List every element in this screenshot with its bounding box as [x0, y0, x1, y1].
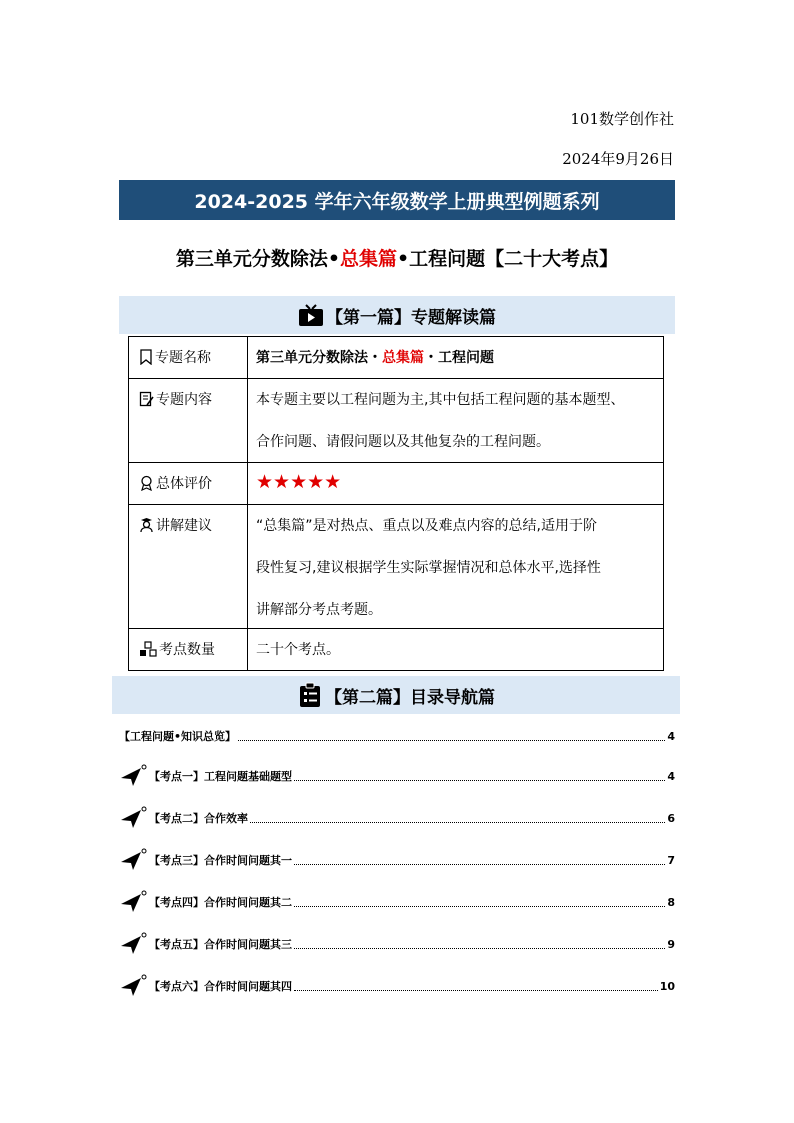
info-row-count	[129, 629, 664, 671]
toc-page: 7	[667, 853, 675, 867]
info-row-advice	[129, 505, 664, 629]
info-key: 考点数量	[159, 642, 215, 658]
document-date: 2024年9月26日	[562, 150, 674, 168]
table-of-contents	[119, 728, 675, 1008]
edit-document-icon	[139, 391, 154, 407]
toc-label: 【考点二】合作效率	[149, 812, 248, 825]
toc-page: 6	[667, 811, 675, 825]
toc-entry[interactable]	[119, 932, 675, 956]
award-icon	[139, 475, 154, 491]
info-row-rating	[129, 463, 664, 505]
section2-title: 【第二篇】目录导航篇	[325, 687, 495, 708]
toc-dots	[294, 940, 665, 949]
toc-entry[interactable]	[119, 764, 675, 788]
blocks-icon	[139, 641, 157, 657]
info-advice-line: “总集篇”是对热点、重点以及难点内容的总结,适用于阶	[256, 518, 597, 534]
toc-entry[interactable]	[119, 848, 675, 872]
toc-page: 9	[667, 937, 675, 951]
pointer-arrow-icon	[119, 806, 147, 830]
info-row-content	[129, 379, 664, 463]
toc-dots	[250, 814, 665, 823]
toc-dots	[294, 898, 665, 907]
info-value-prefix: 第三单元分数除法・	[256, 350, 382, 366]
toc-page: 8	[667, 895, 675, 909]
info-key: 总体评价	[156, 476, 212, 492]
info-row-name	[129, 337, 664, 379]
toc-dots	[294, 982, 658, 991]
toc-label: 【考点六】合作时间问题其四	[149, 980, 292, 993]
toc-entry[interactable]	[119, 728, 675, 744]
title-banner	[119, 180, 675, 220]
info-key: 讲解建议	[156, 518, 212, 534]
pointer-arrow-icon	[119, 932, 147, 956]
pointer-arrow-icon	[119, 764, 147, 788]
info-count-value: 二十个考点。	[256, 642, 340, 658]
section-header-interpretation	[119, 296, 675, 334]
pointer-arrow-icon	[119, 890, 147, 914]
info-key: 专题内容	[156, 392, 212, 408]
rating-stars: ★★★★★	[256, 471, 342, 493]
toc-page: 4	[667, 729, 675, 743]
info-advice-line: 段性复习,建议根据学生实际掌握情况和总体水平,选择性	[256, 560, 601, 576]
toc-dots	[294, 772, 665, 781]
toc-entry[interactable]	[119, 806, 675, 830]
toc-label: 【考点一】工程问题基础题型	[149, 770, 292, 783]
toc-page: 10	[659, 979, 675, 993]
clipboard-list-icon	[297, 682, 323, 708]
page-subtitle	[119, 244, 675, 271]
toc-label: 【考点三】合作时间问题其一	[149, 854, 292, 867]
info-content-line: 本专题主要以工程问题为主,其中包括工程问题的基本题型、	[256, 392, 625, 408]
info-key: 专题名称	[155, 350, 211, 366]
info-value-suffix: ・工程问题	[424, 350, 494, 366]
subtitle-highlight: 总集篇	[339, 248, 397, 270]
toc-page: 4	[667, 769, 675, 783]
org-name: 101数学创作社	[570, 110, 674, 128]
teacher-icon	[139, 517, 154, 533]
toc-entry[interactable]	[119, 974, 675, 998]
tv-icon	[298, 303, 324, 327]
toc-label: 【考点四】合作时间问题其二	[149, 896, 292, 909]
subtitle-suffix: •工程问题【二十大考点】	[397, 248, 619, 270]
pointer-arrow-icon	[119, 848, 147, 872]
toc-dots	[294, 856, 665, 865]
toc-label: 【工程问题•知识总览】	[119, 730, 237, 743]
subtitle-prefix: 第三单元分数除法•	[175, 248, 340, 270]
info-value-highlight: 总集篇	[382, 350, 424, 366]
toc-entry[interactable]	[119, 890, 675, 914]
toc-label: 【考点五】合作时间问题其三	[149, 938, 292, 951]
info-advice-line: 讲解部分考点考题。	[256, 602, 382, 618]
section1-title: 【第一篇】专题解读篇	[326, 307, 496, 328]
pointer-arrow-icon	[119, 974, 147, 998]
info-content-line: 合作问题、请假问题以及其他复杂的工程问题。	[256, 434, 550, 450]
topic-info-table	[128, 336, 664, 671]
toc-dots	[238, 732, 665, 741]
bookmark-icon	[139, 349, 153, 365]
banner-title: 2024-2025 学年六年级数学上册典型例题系列	[194, 190, 600, 213]
section-header-toc	[112, 676, 680, 714]
